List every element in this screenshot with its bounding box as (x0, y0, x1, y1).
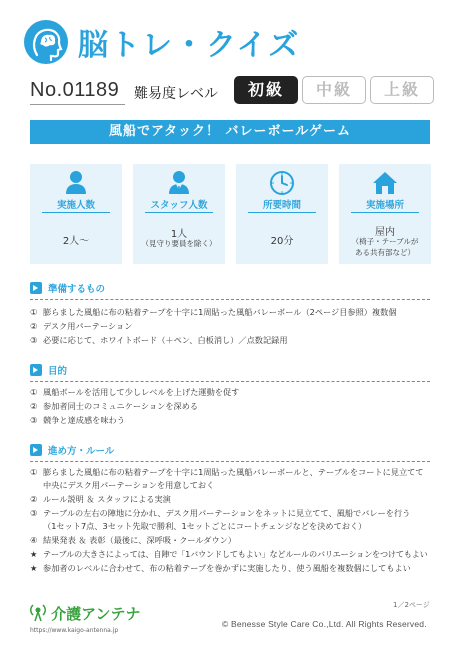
level-badge-advanced: 上級 (370, 76, 434, 104)
section-divider (30, 381, 430, 382)
info-divider (145, 212, 213, 213)
kaigo-antenna-logo[interactable] (30, 603, 141, 624)
info-card-participants (30, 164, 122, 264)
item-text: デスク用パーテーション (43, 321, 133, 331)
section-divider (30, 461, 430, 462)
item-marker: ③ (30, 508, 38, 518)
quiz-number: No.01189 (30, 79, 120, 101)
info-heading: 所要時間 (262, 200, 301, 211)
info-divider (351, 212, 419, 213)
item-text: 参加者同士のコミュニケーションを深める (43, 401, 199, 411)
info-value: 20分 (270, 236, 294, 247)
house-icon (339, 170, 431, 196)
item-text: 膨らました風船に布の粘着テープを十字に1周貼った風船バレーボール（2ページ目参照）複数個 (43, 307, 397, 317)
staff-icon (133, 170, 225, 196)
info-heading: 実施人数 (56, 200, 95, 211)
info-card-staff (133, 164, 225, 264)
list-item (30, 320, 435, 333)
quiz-meta (30, 76, 435, 106)
arrow-icon (30, 364, 42, 376)
item-text: 競争と達成感を味わう (43, 415, 125, 425)
list-item (30, 400, 435, 413)
section-heading-purpose (30, 362, 430, 378)
item-marker: ④ (30, 535, 38, 545)
logo-text: 介護 (51, 605, 82, 623)
header (24, 20, 300, 64)
star-icon: ★ (30, 549, 38, 559)
list-item (30, 548, 435, 561)
page-title: 脳トレ・クイズ (78, 28, 301, 63)
info-card-duration (236, 164, 328, 264)
item-marker: ① (30, 387, 38, 397)
arrow-icon (30, 282, 42, 294)
item-text: 参加者のレベルに合わせて、布の粘着テープを巻かずに実施したり、使う風船を複数個にしてもよい (43, 563, 411, 573)
section-heading-rules (30, 442, 430, 458)
item-text: ルール説明 ＆ スタッフによる実演 (43, 494, 171, 504)
section-divider (30, 299, 430, 300)
info-note: （椅子・テーブルが ある共有部など） (351, 237, 419, 257)
section-label: 準備するもの (48, 284, 106, 295)
item-continuation: 中央にデスク用パーテーションを用意しておく (43, 480, 215, 490)
info-value: 1人 (170, 229, 188, 240)
list-item (30, 334, 435, 347)
list-item (30, 386, 435, 399)
difficulty-label: 難易度レベル (134, 86, 218, 102)
info-divider (248, 212, 316, 213)
item-marker: ① (30, 307, 38, 317)
antenna-icon (30, 604, 46, 622)
list-item (30, 562, 435, 575)
info-heading: スタッフ人数 (150, 200, 208, 211)
item-text: 風船ボールを活用して少しレベルを上げた運動を促す (43, 387, 240, 397)
quiz-number-underline (30, 104, 125, 105)
info-divider (42, 212, 110, 213)
list-item (30, 306, 435, 319)
list-item (30, 534, 435, 547)
item-marker: ② (30, 494, 38, 504)
info-card-location (339, 164, 431, 264)
brain-head-icon (24, 20, 68, 64)
clock-icon (236, 170, 328, 196)
site-url[interactable]: https://www.kaigo-antenna.jp (30, 627, 119, 634)
item-marker: ③ (30, 335, 38, 345)
list-item (30, 466, 435, 492)
page-number: 1／2ページ (393, 601, 430, 609)
item-text: 膨らました風船に布の粘着テープを十字に1周貼った風船バレーボールと、テーブルをコートに見立てて (43, 467, 424, 477)
info-value: 屋内 (375, 227, 395, 238)
item-marker: ① (30, 467, 38, 477)
item-marker: ② (30, 321, 38, 331)
section-label: 進め方・ルール (48, 446, 115, 457)
list-item (30, 507, 435, 533)
list-item (30, 414, 435, 427)
item-text: 結果発表 ＆ 表彰（最後に、深呼吸・クールダウン） (43, 535, 237, 545)
item-text: テーブルの左右の陣地に分かれ、デスク用パーテーションをネットに見立てて、風船でバレーを行う (43, 508, 411, 518)
section-heading-preparation (30, 280, 430, 296)
info-value: 2人～ (62, 236, 90, 247)
level-badge-beginner: 初級 (234, 76, 298, 104)
item-marker: ② (30, 401, 38, 411)
star-icon: ★ (30, 563, 38, 573)
info-note: （見守り要員を除く） (141, 239, 217, 248)
section-label: 目的 (48, 366, 68, 377)
item-marker: ③ (30, 415, 38, 425)
item-continuation: （1セット7点、3セット先取で勝利、1セットごとにコートチェンジなどを決めておく） (43, 521, 367, 531)
activity-title: 風船でアタック！ バレーボールゲーム (30, 120, 430, 144)
item-text: 必要に応じて、ホワイトボード（＋ペン、白板消し）／点数記録用 (43, 335, 288, 345)
level-badge-intermediate: 中級 (302, 76, 366, 104)
arrow-icon (30, 444, 42, 456)
logo-subtext: アンテナ (81, 605, 141, 623)
item-text: テーブルの大きさによっては、自陣で「1バウンドしてもよい」などルールのバリエーションをつけてもよい (43, 549, 428, 559)
list-item (30, 493, 435, 506)
copyright: © Benesse Style Care Co.,Ltd. All Rights Reserved. (222, 619, 427, 629)
person-icon (30, 170, 122, 196)
info-heading: 実施場所 (365, 200, 404, 211)
